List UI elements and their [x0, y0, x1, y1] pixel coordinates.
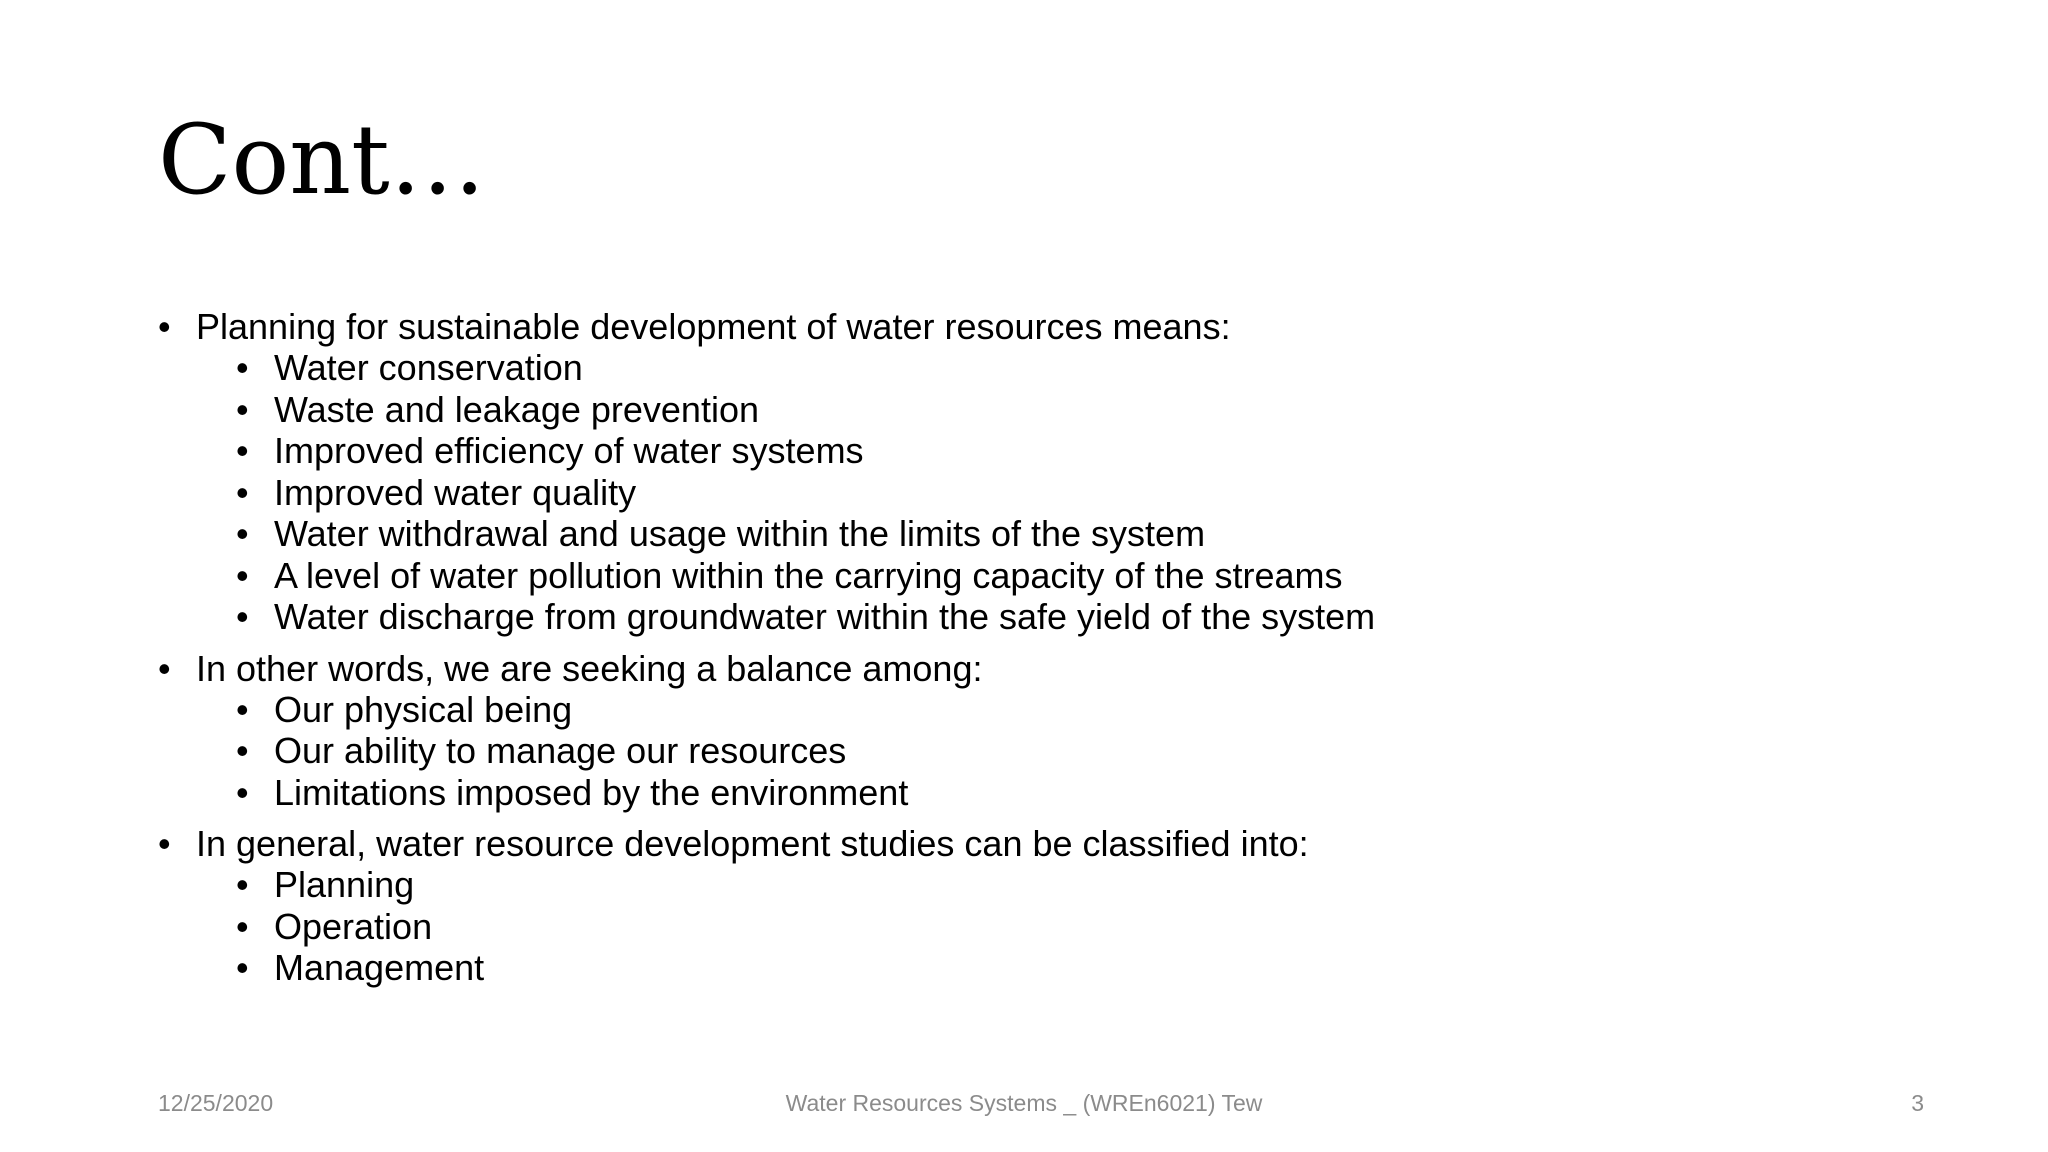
sub-bullet-item [158, 513, 1958, 555]
sub-bullet-text: Management [274, 947, 485, 988]
sub-bullet-item [158, 472, 1958, 514]
bullet-icon: • [158, 647, 171, 689]
sub-bullet-text: Our physical being [274, 688, 573, 730]
sub-bullet-item [158, 389, 1958, 431]
bullet-group [158, 306, 1958, 638]
sub-bullet-item [158, 947, 1958, 989]
sub-bullet-text: Our ability to manage our resources [274, 730, 847, 771]
bullet-icon: • [236, 730, 249, 771]
bullet-icon: • [236, 905, 249, 947]
bullet-icon: • [236, 513, 249, 554]
bullet-icon: • [236, 388, 249, 430]
bullet-icon: • [158, 823, 171, 864]
bullet-icon: • [236, 554, 249, 596]
bullet-item [158, 823, 1958, 864]
bullet-icon: • [236, 430, 249, 471]
sub-bullet-item [158, 555, 1958, 597]
bullet-icon: • [236, 688, 249, 730]
bullet-item [158, 306, 1958, 347]
sub-bullet-text: Operation [274, 905, 433, 947]
bullet-icon: • [236, 596, 249, 637]
sub-bullet-item [158, 430, 1958, 472]
bullet-list [158, 306, 1958, 999]
bullet-icon: • [236, 347, 249, 388]
sub-bullet-text: Improved water quality [274, 471, 637, 513]
bullet-icon: • [236, 471, 249, 513]
bullet-item [158, 648, 1958, 689]
sub-bullet-item [158, 596, 1958, 638]
bullet-text: In other words, we are seeking a balance among: [196, 647, 983, 689]
bullet-group [158, 823, 1958, 989]
bullet-text: In general, water resource development studies can be classified into: [196, 823, 1309, 864]
sub-bullet-text: Water withdrawal and usage within the limits of the system [274, 513, 1206, 554]
sub-bullet-text: A level of water pollution within the carrying capacity of the streams [274, 554, 1343, 596]
bullet-group [158, 648, 1958, 814]
bullet-icon: • [236, 864, 249, 905]
bullet-icon: • [236, 771, 249, 813]
sub-bullet-item [158, 347, 1958, 389]
sub-bullet-text: Water discharge from groundwater within the safe yield of the system [274, 596, 1376, 637]
bullet-icon: • [158, 306, 171, 347]
slide-title: Cont… [158, 104, 486, 216]
sub-bullet-text: Waste and leakage prevention [274, 388, 759, 430]
sub-bullet-text: Improved efficiency of water systems [274, 430, 864, 471]
sub-bullet-item [158, 906, 1958, 948]
footer-course-title: Water Resources Systems _ (WREn6021) Tew [785, 1090, 1263, 1116]
sub-bullet-item [158, 689, 1958, 731]
bullet-icon: • [236, 947, 249, 988]
sub-bullet-text: Water conservation [274, 347, 583, 388]
sub-bullet-item [158, 772, 1958, 814]
sub-bullet-item [158, 730, 1958, 772]
footer-date: 12/25/2020 [158, 1090, 274, 1116]
sub-bullet-item [158, 864, 1958, 906]
sub-bullet-text: Planning [274, 864, 415, 905]
sub-bullet-text: Limitations imposed by the environment [274, 771, 909, 813]
footer-page-number: 3 [1911, 1090, 1924, 1116]
bullet-text: Planning for sustainable development of water resources means: [196, 306, 1231, 347]
